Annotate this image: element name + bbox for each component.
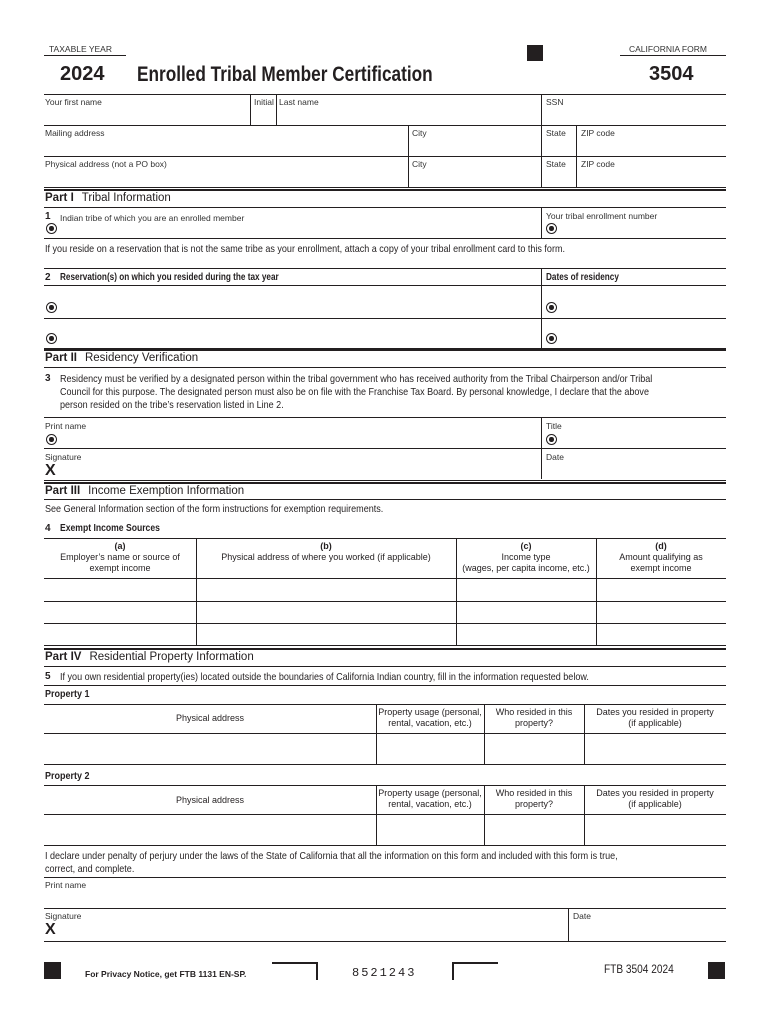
income-row-1-col-a[interactable]	[45, 580, 195, 599]
income-row-2-col-c[interactable]	[458, 603, 594, 622]
part4-title: Residential Property Information	[89, 651, 254, 663]
col-c-line2: (wages, per capita income, etc.)	[462, 563, 590, 573]
income-row-3-col-a[interactable]	[45, 625, 195, 644]
income-row-3-col-b[interactable]	[198, 625, 454, 644]
declaration-signature-label: Signature	[45, 911, 82, 921]
footer-form-id: FTB 3504 2024	[604, 964, 674, 976]
part1-title: Tribal Information	[81, 192, 171, 204]
mailing-zip-field[interactable]	[581, 139, 724, 155]
p2-dates-label-2: (if applicable)	[628, 799, 682, 809]
p1-usage-label-1: Property usage (personal,	[378, 707, 482, 717]
physical-city-field[interactable]	[412, 170, 539, 186]
line5-text: If you own residential property(ies) located outside the boundaries of California Indian country, fill in the information requested below.	[60, 671, 589, 683]
mailing-city-field[interactable]	[412, 139, 539, 155]
col-d-line2: exempt income	[630, 563, 692, 573]
part3-title: Income Exemption Information	[88, 485, 245, 497]
p2-physical-address-label: Physical address	[175, 795, 245, 805]
declaration-print-name-field[interactable]	[45, 891, 724, 907]
city-label: City	[412, 128, 427, 138]
declaration-text	[45, 850, 618, 876]
col-a-line2: exempt income	[89, 563, 151, 573]
p2-who-label	[484, 788, 584, 810]
dates-1-marker-icon[interactable]	[546, 302, 557, 313]
reservation-2-marker-icon[interactable]	[46, 333, 57, 344]
verifier-print-name-label: Print name	[45, 421, 87, 431]
p1-dates-label	[584, 707, 726, 729]
footer-bracket-right	[452, 962, 498, 980]
form-title: Enrolled Tribal Member Certification	[137, 63, 433, 86]
ssn-field[interactable]	[546, 108, 724, 124]
mailing-address-label: Mailing address	[45, 128, 105, 138]
verifier-signature-x: X	[45, 462, 56, 479]
line2-number: 2	[45, 272, 51, 283]
col-a-line1: Employer’s name or source of	[60, 552, 180, 562]
p2-dates-label	[584, 788, 726, 810]
last-name-field[interactable]	[279, 108, 539, 124]
tribe-field[interactable]	[60, 222, 538, 237]
p1-usage-label	[376, 707, 484, 729]
p2-usage-label-1: Property usage (personal,	[378, 788, 482, 798]
p2-who-field[interactable]	[486, 816, 582, 843]
zip-label-2: ZIP code	[581, 159, 615, 169]
barcode-number: 8521243	[352, 966, 417, 980]
declaration-text-1: I declare under penalty of perjury under the laws of the State of California that all the information on this form and included with this form is true,	[45, 850, 618, 862]
property1-label: Property 1	[45, 689, 90, 700]
registration-mark	[527, 45, 543, 61]
dates-of-residency-label: Dates of residency	[546, 272, 619, 283]
p2-physical-address-field[interactable]	[45, 816, 374, 843]
line2-label: Reservation(s) on which you resided during the tax year	[60, 272, 279, 283]
verifier-title-label: Title	[546, 421, 562, 431]
verifier-date-label: Date	[546, 452, 564, 462]
col-d-header	[596, 541, 726, 574]
physical-state-field[interactable]	[546, 170, 574, 186]
declaration-date-field[interactable]	[573, 921, 724, 939]
form-number: 3504	[649, 63, 694, 85]
p1-who-label	[484, 707, 584, 729]
col-b-header	[196, 541, 456, 563]
enrollment-number-label: Your tribal enrollment number	[546, 211, 658, 221]
mailing-address-field[interactable]	[45, 139, 405, 155]
declaration-date-label: Date	[573, 911, 591, 921]
p2-dates-field[interactable]	[586, 816, 724, 843]
tax-year: 2024	[60, 63, 105, 85]
declaration-text-2: correct, and complete.	[45, 863, 135, 875]
taxable-year-label: TAXABLE YEAR	[49, 44, 112, 54]
zip-label: ZIP code	[581, 128, 615, 138]
verifier-date-field[interactable]	[546, 462, 724, 478]
col-b-line1: Physical address of where you worked (if applicable)	[221, 552, 431, 562]
header-rule-left	[44, 55, 126, 56]
p2-usage-label	[376, 788, 484, 810]
part1-note: If you reside on a reservation that is not the same tribe as your enrollment, attach a copy of your tribal enrollment card to this form.	[45, 243, 565, 255]
part2-label: Part II	[45, 352, 77, 364]
p2-usage-label-2: rental, vacation, etc.)	[388, 799, 472, 809]
declaration-signature-x: X	[45, 921, 56, 938]
privacy-notice: For Privacy Notice, get FTB 1131 EN-SP.	[85, 969, 247, 979]
verifier-print-name-field[interactable]	[60, 432, 538, 447]
reservation-2-field[interactable]	[60, 329, 538, 346]
line1-label: Indian tribe of which you are an enrolled member	[60, 213, 245, 223]
line3-text-2: Council for this purpose. The designated person must also be on file with the Franchise Tax Board. By personal knowledge, I declare that the above	[60, 386, 649, 398]
part3-label: Part III	[45, 485, 81, 497]
california-form-label: CALIFORNIA FORM	[629, 44, 707, 54]
tribe-field-marker-icon[interactable]	[46, 223, 57, 234]
col-d-letter: (d)	[655, 541, 667, 551]
p1-dates-label-1: Dates you resided in property	[596, 707, 714, 717]
ssn-label: SSN	[546, 97, 564, 107]
mailing-state-field[interactable]	[546, 139, 574, 155]
part1-heading	[45, 192, 171, 204]
footer-registration-mark-left	[44, 962, 61, 979]
income-row-2-col-a[interactable]	[45, 603, 195, 622]
first-name-label: Your first name	[45, 97, 102, 107]
first-name-field[interactable]	[45, 108, 248, 124]
line3-text-1: Residency must be verified by a designated person within the tribal government who has received authority from the Tribal Chairperson and/or Tribal	[60, 373, 653, 385]
dates-1-field[interactable]	[560, 298, 724, 315]
p1-physical-address-label: Physical address	[175, 713, 245, 723]
part1-label: Part I	[45, 192, 74, 204]
dates-2-marker-icon[interactable]	[546, 333, 557, 344]
p1-who-field[interactable]	[486, 735, 582, 762]
declaration-signature-field[interactable]	[62, 921, 565, 939]
line4-label: Exempt Income Sources	[60, 523, 160, 534]
line3-number: 3	[45, 373, 51, 384]
reservation-1-marker-icon[interactable]	[46, 302, 57, 313]
enrollment-number-marker-icon[interactable]	[546, 223, 557, 234]
part2-heading	[45, 352, 198, 364]
verifier-title-marker-icon[interactable]	[546, 434, 557, 445]
p1-who-label-1: Who resided in this	[495, 707, 573, 717]
state-label-2: State	[546, 159, 566, 169]
declaration-print-name-label: Print name	[45, 880, 87, 890]
col-b-letter: (b)	[320, 541, 332, 551]
p1-physical-address-field[interactable]	[45, 735, 374, 762]
income-row-2-col-b[interactable]	[198, 603, 454, 622]
p1-who-label-2: property?	[514, 718, 554, 728]
reservation-1-field[interactable]	[60, 298, 538, 315]
p2-who-label-2: property?	[514, 799, 554, 809]
col-c-header	[456, 541, 596, 574]
p2-dates-label-1: Dates you resided in property	[596, 788, 714, 798]
line3-text	[60, 373, 652, 412]
income-row-1-col-d[interactable]	[598, 580, 724, 599]
p2-who-label-1: Who resided in this	[495, 788, 573, 798]
last-name-label: Last name	[279, 97, 319, 107]
part3-note: See General Information section of the form instructions for exemption requirements.	[45, 503, 384, 515]
p1-dates-field[interactable]	[586, 735, 724, 762]
physical-address-field[interactable]	[45, 170, 405, 186]
physical-zip-field[interactable]	[581, 170, 724, 186]
verifier-signature-label: Signature	[45, 452, 82, 462]
income-row-2-col-d[interactable]	[598, 603, 724, 622]
initial-label: Initial	[254, 97, 274, 107]
line3-text-3: person resided on the tribe’s reservation listed in Line 2.	[60, 399, 284, 411]
line1-number: 1	[45, 211, 51, 222]
initial-field[interactable]	[252, 108, 274, 124]
p1-usage-field[interactable]	[378, 735, 482, 762]
income-row-1-col-c[interactable]	[458, 580, 594, 599]
state-label: State	[546, 128, 566, 138]
p1-usage-label-2: rental, vacation, etc.)	[388, 718, 472, 728]
city-label-2: City	[412, 159, 427, 169]
verifier-name-marker-icon[interactable]	[46, 434, 57, 445]
part4-heading	[45, 651, 254, 663]
verifier-signature-field[interactable]	[62, 462, 538, 478]
income-row-3-col-c[interactable]	[458, 625, 594, 644]
part3-heading	[45, 485, 244, 497]
p2-usage-field[interactable]	[378, 816, 482, 843]
part4-label: Part IV	[45, 651, 82, 663]
verifier-title-field[interactable]	[560, 432, 724, 447]
col-c-line1: Income type	[501, 552, 551, 562]
physical-address-label: Physical address (not a PO box)	[45, 159, 167, 169]
footer-bracket-left	[272, 962, 318, 980]
income-row-3-col-d[interactable]	[598, 625, 724, 644]
property2-label: Property 2	[45, 771, 90, 782]
line5-number: 5	[45, 671, 51, 682]
header-rule-right	[620, 55, 726, 56]
col-d-line1: Amount qualifying as	[619, 552, 703, 562]
p1-dates-label-2: (if applicable)	[628, 718, 682, 728]
enrollment-number-field[interactable]	[560, 222, 724, 237]
col-a-letter: (a)	[114, 541, 126, 551]
col-a-header	[44, 541, 196, 574]
col-c-letter: (c)	[520, 541, 532, 551]
footer-registration-mark-right	[708, 962, 725, 979]
dates-2-field[interactable]	[560, 329, 724, 346]
part2-title: Residency Verification	[84, 352, 199, 364]
income-row-1-col-b[interactable]	[198, 580, 454, 599]
line4-number: 4	[45, 523, 51, 534]
